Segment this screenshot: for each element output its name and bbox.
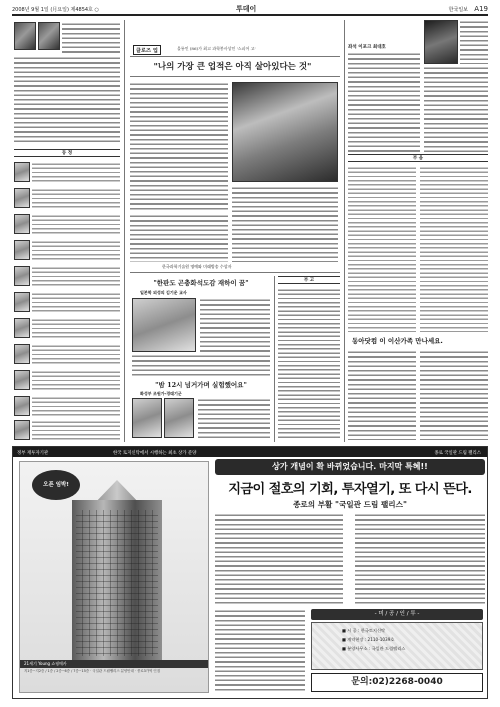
portrait-photo xyxy=(14,370,30,390)
article-text xyxy=(62,22,120,54)
column-headline: 동아닷컴 이 이산가족 만나세요. xyxy=(352,337,443,345)
article-text xyxy=(32,370,120,392)
ad-body-text xyxy=(355,513,485,605)
ad-bar-right: 종로 국일관 드림 팰리스 xyxy=(434,450,481,456)
article-text xyxy=(130,214,228,262)
ad-info-line: ■ 분양사무소 : 국일관 드림팰리스 xyxy=(342,646,406,651)
building-windows xyxy=(76,510,158,656)
ad-phone-number: 문의:02)2268-0040 xyxy=(311,673,483,692)
portrait-photo xyxy=(424,20,458,64)
portrait-photo xyxy=(14,396,30,416)
article-text xyxy=(348,350,416,440)
issue-date: 2008년 9월 1일 (月요일) 제4854호 ○ xyxy=(12,7,99,13)
article-byline: 일본학 외성의 김기운 교사 xyxy=(140,290,187,295)
obituary-list xyxy=(348,166,416,332)
portrait-photo xyxy=(14,22,36,50)
article-text xyxy=(420,350,488,440)
portrait-photo xyxy=(14,240,30,260)
ad-info-line: ■ 시 공 : 한국토지신탁 xyxy=(342,628,386,633)
ad-brand-strip: - 미 / 공 / 인 / 투 - xyxy=(311,609,483,620)
article-text xyxy=(32,214,120,236)
article-photo xyxy=(164,398,194,438)
portrait-photo xyxy=(14,162,30,182)
ad-body-text xyxy=(215,609,305,691)
feature-rule xyxy=(130,76,340,77)
article-text xyxy=(348,52,420,152)
feature-kicker: 클로즈 업 xyxy=(133,45,161,55)
feature-rule xyxy=(130,56,340,57)
article-text xyxy=(232,186,338,262)
ad-main-headline: 지금이 절호의 기회, 투자열기, 또 다시 뜬다. xyxy=(228,482,472,497)
feature-headline: "나의 가장 큰 업적은 아직 살아있다는 것" xyxy=(153,62,312,72)
notice-list xyxy=(278,288,340,440)
article-text xyxy=(32,396,120,418)
column-heading: 부 음 xyxy=(348,154,488,162)
ad-info-box xyxy=(311,622,483,670)
article-text xyxy=(130,82,228,212)
article-headline: "한판도 곤충화석도감 재하이 꿈" xyxy=(153,279,249,287)
ad-subheadline: 종로의 부활 "국일관 드림 팰리스" xyxy=(293,500,407,509)
ad-copy xyxy=(215,459,485,695)
ad-info-line: ■ 계약현장 : 2110-1039호 xyxy=(342,637,395,642)
portrait-photo xyxy=(14,188,30,208)
article-photo xyxy=(132,398,162,438)
portrait-photo xyxy=(14,292,30,312)
feature-photo xyxy=(232,82,338,182)
portrait-photo xyxy=(14,420,30,440)
article-text xyxy=(14,56,120,142)
column-heading: 부 고 xyxy=(278,276,340,284)
obituary-list xyxy=(420,166,488,332)
portrait-photo xyxy=(14,266,30,286)
ad-body-text xyxy=(215,513,343,605)
portrait-photo xyxy=(14,344,30,364)
article-text xyxy=(198,398,270,440)
feature-caption: 한국과학기술원 명예와 미래방송 수상자 xyxy=(162,264,232,269)
article-text xyxy=(32,292,120,314)
article-byline: 화성부 조원가-경태기군 xyxy=(140,391,182,396)
column-divider xyxy=(124,20,125,442)
newspaper-page xyxy=(12,4,488,699)
article-text xyxy=(32,266,120,288)
ad-building-illustration xyxy=(19,461,209,693)
article-text xyxy=(32,240,120,262)
article-text xyxy=(32,188,120,210)
newspaper-name: 한국일보 xyxy=(448,7,468,13)
portrait-photo xyxy=(14,318,30,338)
portrait-photo xyxy=(14,214,30,234)
article-text xyxy=(32,420,120,440)
ad-left-band: 21세기 Young 쇼핑메카 xyxy=(20,660,209,668)
article-text xyxy=(32,344,120,366)
feature-subline: 울릉인 (86)가 최고 과학봉사상인 '스피어 고' xyxy=(177,46,256,51)
article-text xyxy=(200,298,270,352)
page-number: A19 xyxy=(474,5,488,13)
ad-left-footnote: 지1층~지2층 / 1층 / 2층~6층 / 7층~15층 · 국일관 드림팰리스 분양안내 · 종로3가역 인접 xyxy=(24,669,160,673)
ad-top-bar xyxy=(13,447,487,457)
header-rule xyxy=(12,14,488,16)
ad-badge: 오픈 임박! xyxy=(32,470,80,500)
section-rule xyxy=(130,272,340,273)
column-divider xyxy=(274,276,275,442)
column-heading: 동 정 xyxy=(14,149,120,157)
article-text xyxy=(32,162,120,184)
article-text xyxy=(460,20,488,64)
page-header xyxy=(12,4,488,14)
article-text xyxy=(424,66,488,152)
ad-banner: 상가 개념이 확 바뀌었습니다. 마지막 특혜!! xyxy=(215,459,485,475)
advertisement xyxy=(12,446,488,699)
ad-bar-left: 정부 재투자기관 xyxy=(17,450,49,456)
column-headline: 좌석 이포크 최대호 xyxy=(348,45,386,50)
article-text xyxy=(32,318,120,340)
article-headline: "밤 12시 넘거가며 실험했어요" xyxy=(155,381,247,389)
ad-bar-middle: 한국 토지신탁에서 시행하는 최초 상가 분양 xyxy=(113,450,197,456)
section-title: 투데이 xyxy=(236,5,257,13)
portrait-photo xyxy=(38,22,60,50)
article-text xyxy=(132,354,270,376)
column-divider xyxy=(344,20,345,442)
article-photo xyxy=(132,298,196,352)
